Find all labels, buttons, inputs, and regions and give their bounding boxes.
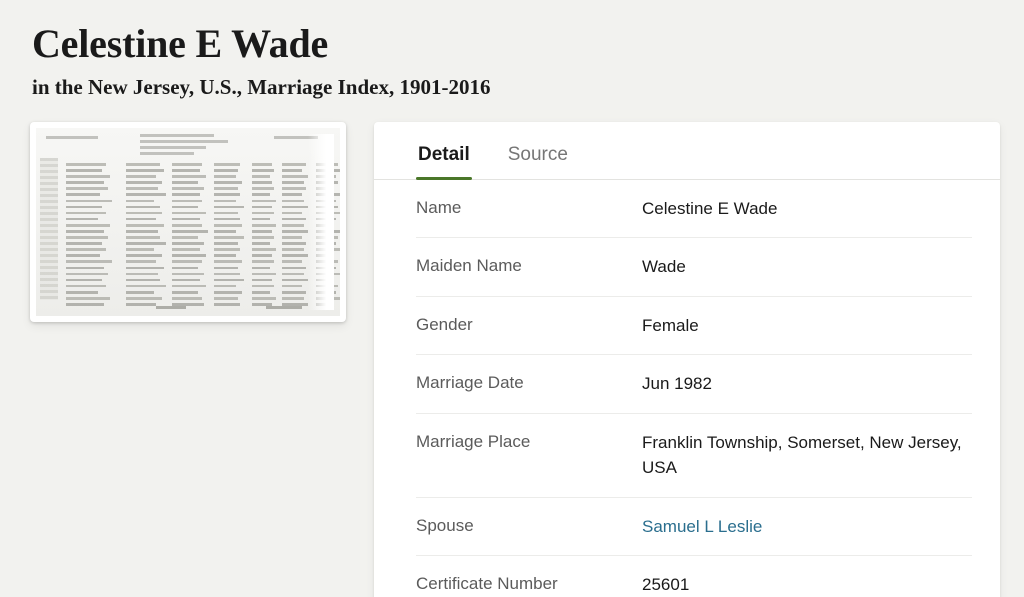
page-header — [0, 0, 1024, 100]
tab-detail[interactable]: Detail — [416, 144, 472, 179]
field-label-maiden-name: Maiden Name — [416, 256, 522, 276]
field-label-spouse: Spouse — [416, 515, 474, 535]
record-content — [0, 100, 1024, 597]
scan-table-rows — [42, 162, 334, 298]
field-value-certificate-number: 25601 — [642, 575, 690, 595]
field-label-marriage-place: Marriage Place — [416, 431, 531, 451]
field-value-name: Celestine E Wade — [642, 198, 778, 218]
table-row — [416, 355, 972, 414]
field-label-certificate-number: Certificate Number — [416, 574, 558, 594]
detail-tabs — [374, 122, 1000, 180]
table-row — [416, 180, 972, 239]
record-detail-card — [374, 122, 1000, 597]
field-label-name: Name — [416, 197, 462, 217]
scan-footer-lines — [156, 304, 320, 312]
scan-header-lines — [44, 134, 332, 156]
field-value-spouse-link[interactable]: Samuel L Leslie — [642, 516, 763, 536]
table-row — [416, 238, 972, 297]
tab-source[interactable]: Source — [506, 144, 570, 179]
table-row — [416, 498, 972, 557]
page-curl-shadow — [308, 134, 334, 310]
field-label-marriage-date: Marriage Date — [416, 373, 524, 393]
field-value-gender: Female — [642, 315, 699, 335]
page-subtitle: in the New Jersey, U.S., Marriage Index, 1901-2016 — [32, 74, 491, 99]
record-image-thumbnail[interactable] — [30, 122, 346, 322]
detail-field-list — [374, 180, 1000, 597]
field-label-gender: Gender — [416, 314, 473, 334]
scanned-document-preview — [36, 128, 340, 316]
field-value-marriage-date: Jun 1982 — [642, 374, 712, 394]
table-row — [416, 414, 972, 498]
field-value-marriage-place: Franklin Township, Somerset, New Jersey, USA — [642, 432, 962, 478]
table-row — [416, 556, 972, 597]
table-row — [416, 297, 972, 356]
field-value-maiden-name: Wade — [642, 257, 686, 277]
page-title: Celestine E Wade — [32, 21, 329, 66]
